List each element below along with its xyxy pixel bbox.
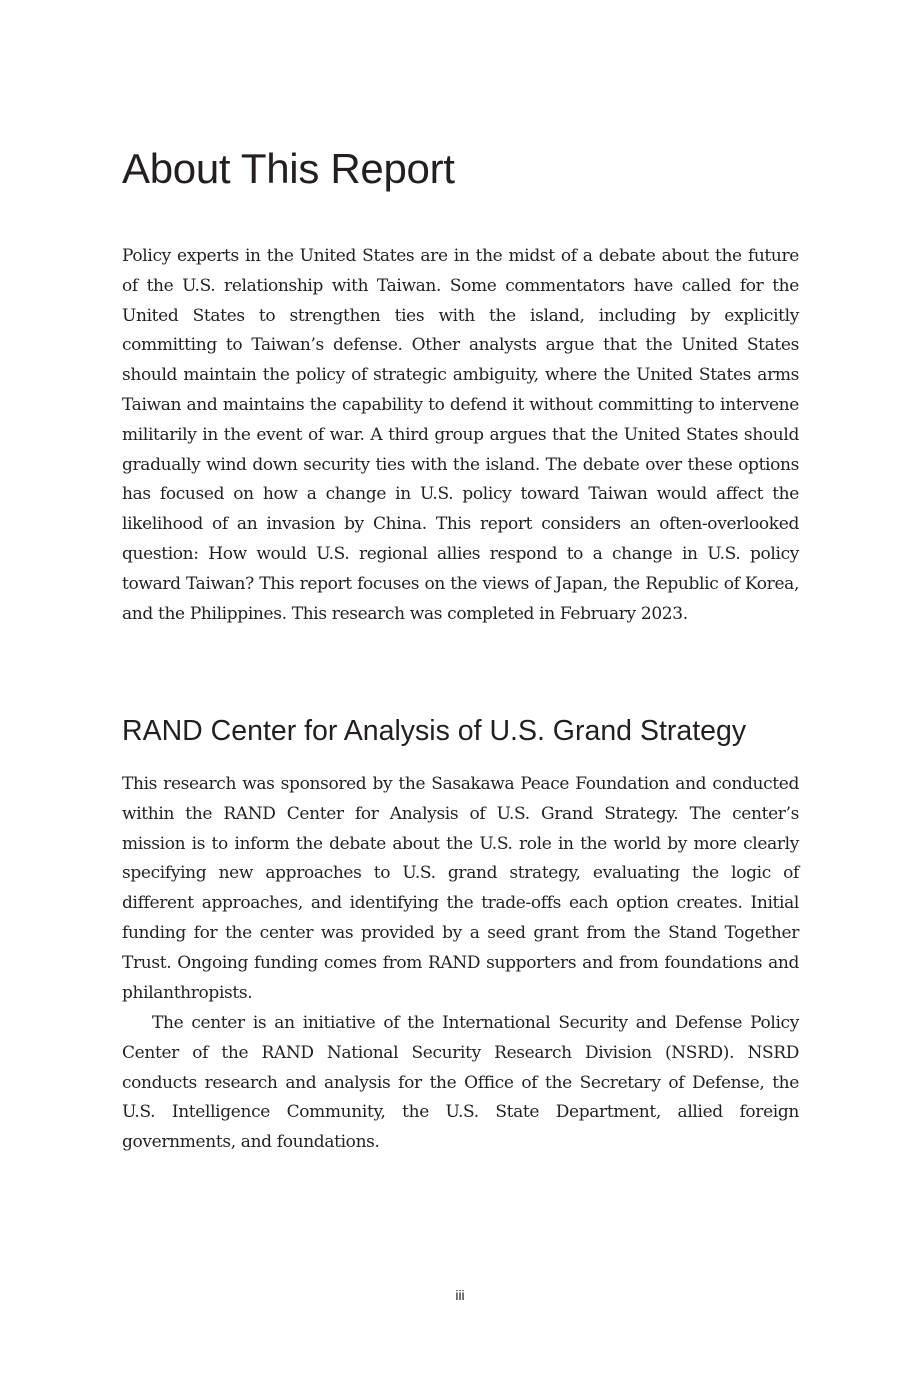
page-number: iii (455, 1287, 465, 1303)
intro-paragraph: Policy experts in the United States are in the midst of a debate about the future of the U.S. relationship with Taiwan. Some commentators have called for the United States to strengthen ties with the island, including by explicitly committing to Taiwan’s defense. Other analysts argue that the United States should maintain the policy of strategic ambiguity, where the United States arms Taiwan and maintains the capability to defend it without committing to intervene militarily in the event of war. A third group argues that the United States should gradually wind down security ties with the island. The debate over these options has focused on how a change in U.S. policy toward Taiwan would affect the likelihood of an invasion by China. This report considers an often-overlooked question: How would U.S. regional allies respond to a change in U.S. policy toward Taiwan? This report focuses on the views of Japan, the Republic of Korea, and the Philippines. This research was completed in February 2023. (122, 246, 799, 624)
section-paragraph-1: This research was sponsored by the Sasakawa Peace Foundation and conducted within the RAND Center for Analysis of U.S. Grand Strategy. The center’s mission is to inform the debate about the U.S. role in the world by more clearly specifying new approaches to U.S. grand strategy, evaluating the logic of different approaches, and identifying the trade-offs each option creates. Initial funding for the center was provided by a seed grant from the Stand Together Trust. Ongoing funding comes from RAND supporters and from foundations and philanthropists. (122, 774, 799, 1003)
page-title: About This Report (122, 145, 455, 192)
section-heading: RAND Center for Analysis of U.S. Grand Strategy (122, 715, 747, 747)
section-paragraph-2: The center is an initiative of the International Security and Defense Policy Center of the RAND National Security Research Division (NSRD). NSRD conducts research and analysis for the Office of the Secretary of Defense, the U.S. Intelligence Community, the U.S. State Department, allied foreign governments, and foundations. (122, 1013, 799, 1153)
